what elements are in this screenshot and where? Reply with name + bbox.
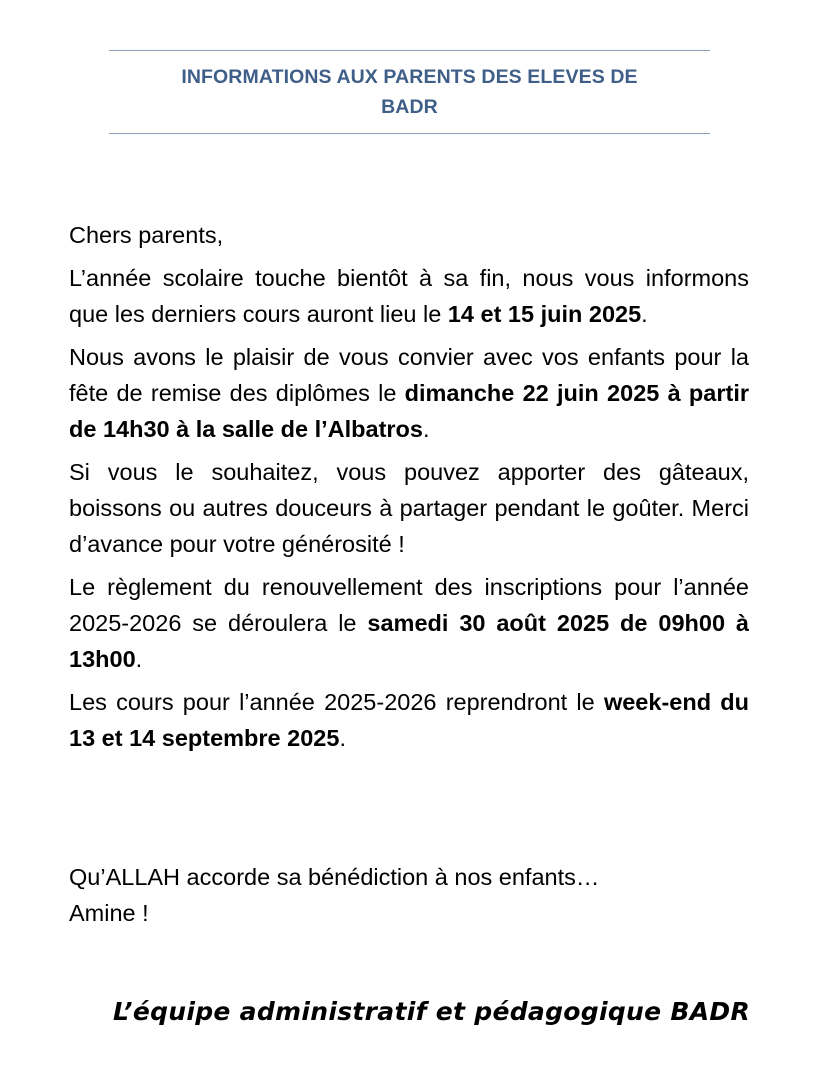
paragraph-diploma-party-text: Nous avons le plaisir de vous convier avec vos enfants pour la fête de remise des diplômes le xyxy=(69,344,749,406)
paragraph-last-classes xyxy=(69,260,749,332)
paragraph-end-punct: . xyxy=(135,646,143,672)
closing-blessing xyxy=(69,859,749,931)
paragraph-diploma-party xyxy=(69,339,749,447)
header-banner xyxy=(109,50,710,134)
letter-body xyxy=(69,217,749,756)
paragraph-last-classes-text: L’année scolaire touche bientôt à sa fin, nous vous informons que les derniers cours auront lieu le xyxy=(69,265,749,327)
last-classes-date: 14 et 15 juin 2025 xyxy=(447,301,642,327)
greeting: Chers parents, xyxy=(69,222,224,248)
paragraph-next-year-text: Les cours pour l’année 2025-2026 reprendront le xyxy=(69,689,604,715)
page-title-line-1: INFORMATIONS AUX PARENTS DES ELEVES DE xyxy=(181,66,638,88)
closing-line-1: Qu’ALLAH accorde sa bénédiction à nos enfants… xyxy=(69,864,600,890)
next-year-start-date: week-end du 13 et 14 septembre 2025 xyxy=(69,689,749,751)
registration-date: samedi 30 août 2025 de 09h00 à 13h00 xyxy=(69,610,750,672)
paragraph-registration xyxy=(69,569,749,677)
closing-line-2: Amine ! xyxy=(69,900,149,926)
paragraph-end-punct: . xyxy=(422,416,430,442)
paragraph-next-year xyxy=(69,684,749,756)
page-title-line-2: BADR xyxy=(381,96,438,118)
paragraph-end-punct: . xyxy=(339,725,346,751)
page-title xyxy=(181,62,637,122)
paragraph-registration-text: Le règlement du renouvellement des inscriptions pour l’année 2025-2026 se déroulera le xyxy=(69,574,749,636)
paragraph-end-punct: . xyxy=(641,301,648,327)
diploma-party-details: dimanche 22 juin 2025 à partir de 14h30 à la salle de l’Albatros xyxy=(69,380,749,442)
signature: L’équipe administratif et pédagogique BADR xyxy=(113,997,750,1026)
paragraph-snacks: Si vous le souhaitez, vous pouvez apporter des gâteaux, boissons ou autres douceurs à partager pendant le goûter. Merci d’avance pour votre générosité ! xyxy=(69,459,749,557)
